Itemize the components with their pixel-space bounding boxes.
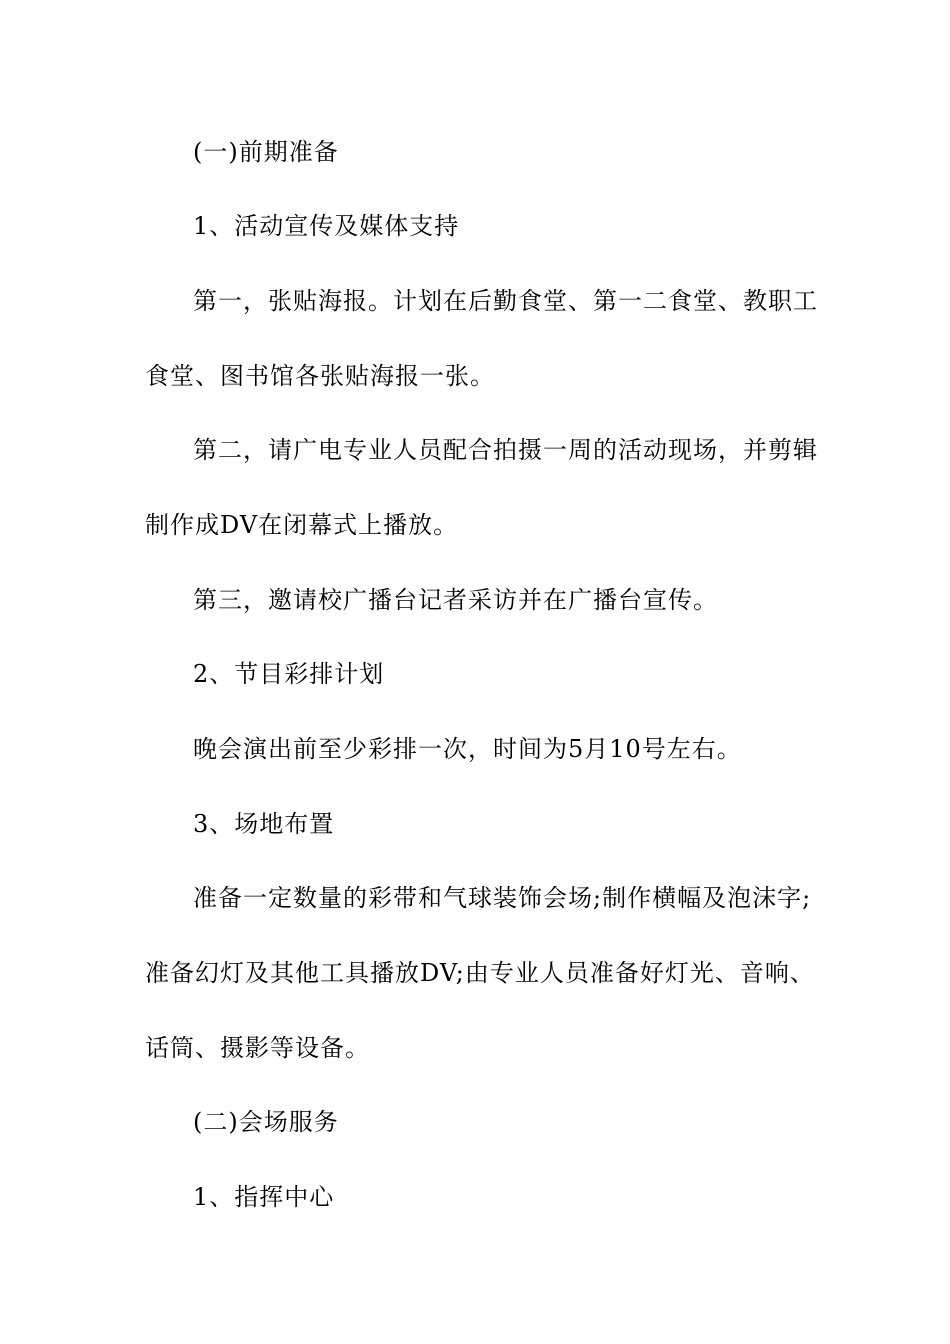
subsection-heading: 2、节目彩排计划 (193, 660, 385, 688)
paragraph-line: 制作成DV在闭幕式上播放。 (145, 511, 459, 539)
section-heading: (二)会场服务 (193, 1108, 339, 1136)
paragraph-line: 第三，邀请校广播台记者采访并在广播台宣传。 (193, 586, 718, 614)
paragraph-line: 话筒、摄影等设备。 (145, 1034, 370, 1062)
paragraph-line: 食堂、图书馆各张贴海报一张。 (145, 362, 495, 390)
section-heading: (一)前期准备 (193, 138, 339, 166)
paragraph-line: 第二，请广电专业人员配合拍摄一周的活动现场，并剪辑 (193, 436, 818, 464)
paragraph-line: 准备一定数量的彩带和气球装饰会场;制作横幅及泡沫字; (193, 884, 812, 912)
paragraph-line: 第一，张贴海报。计划在后勤食堂、第一二食堂、教职工 (193, 287, 818, 315)
subsection-heading: 1、指挥中心 (193, 1183, 335, 1211)
paragraph-line: 晚会演出前至少彩排一次，时间为5月10号左右。 (193, 735, 742, 763)
paragraph-line: 准备幻灯及其他工具播放DV;由专业人员准备好灯光、音响、 (145, 959, 815, 987)
subsection-heading: 3、场地布置 (193, 810, 335, 838)
subsection-heading: 1、活动宣传及媒体支持 (193, 212, 460, 240)
